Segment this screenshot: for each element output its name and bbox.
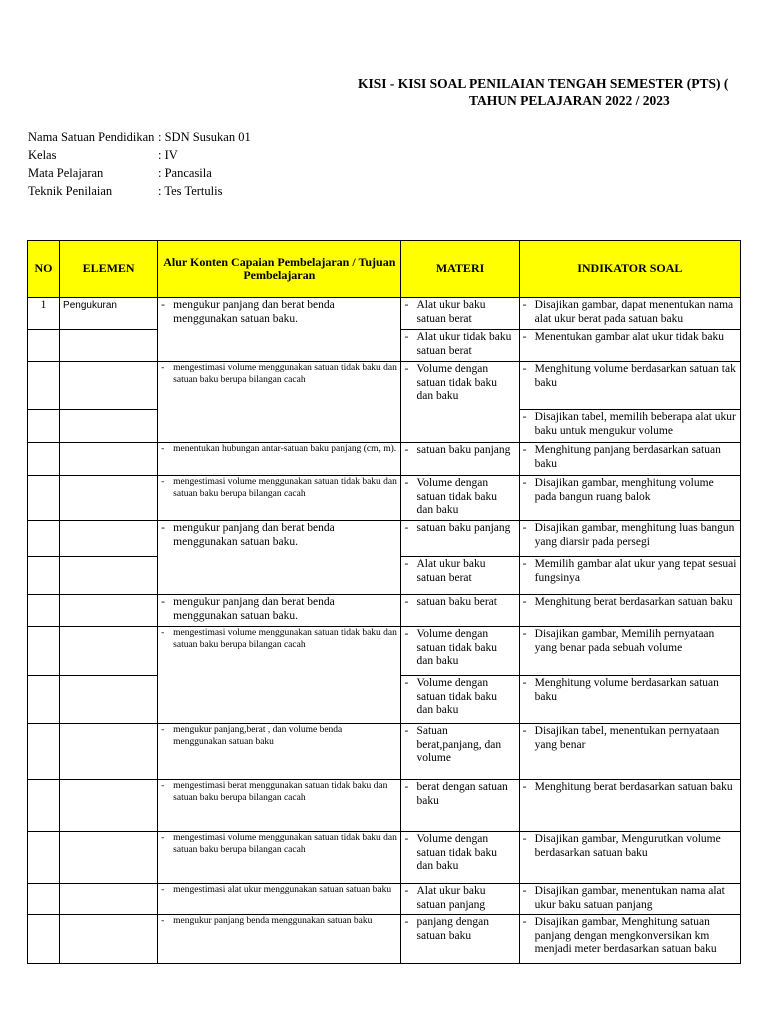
table-row <box>28 476 741 521</box>
cell-no <box>28 521 60 557</box>
cell-materi: - Volume dengan satuan tidak baku dan baku <box>401 832 519 884</box>
info-label: Teknik Penilaian <box>28 184 113 198</box>
cell-elemen <box>60 476 158 521</box>
cell-elemen <box>60 521 158 557</box>
cell-materi: - Alat ukur baku satuan berat <box>401 557 519 595</box>
cell-indikator: - Disajikan gambar, Memilih pernyataan yang benar pada sebuah volume <box>519 627 740 676</box>
cell-alur: - mengestimasi berat menggunakan satuan tidak baku dan satuan baku berupa bilangan cacah <box>158 780 401 832</box>
cell-no <box>28 780 60 832</box>
table-row <box>28 443 741 476</box>
info-label: Mata Pelajaran <box>28 166 104 180</box>
cell-elemen <box>60 915 158 964</box>
info-value: : Pancasila <box>158 166 212 180</box>
cell-indikator: - Disajikan gambar, menentukan nama alat ukur baku satuan panjang <box>519 884 740 915</box>
header-alur: Alur Konten Capaian Pembelajaran / Tujuan Pembelajaran <box>158 241 401 298</box>
cell-alur: - menentukan hubungan antar-satuan baku panjang (cm, m). <box>158 443 401 476</box>
cell-elemen <box>60 884 158 915</box>
cell-indikator: - Menghitung volume berdasarkan satuan tak baku <box>519 362 740 410</box>
cell-indikator: - Disajikan gambar, menghitung luas bangun yang diarsir pada persegi <box>519 521 740 557</box>
cell-no <box>28 476 60 521</box>
document-subtitle: TAHUN PELAJARAN 2022 / 2023 <box>469 93 670 108</box>
cell-materi: - Volume dengan satuan tidak baku dan baku <box>401 627 519 676</box>
cell-alur: - mengestimasi volume menggunakan satuan tidak baku dan satuan baku berupa bilangan cacah <box>158 362 401 443</box>
cell-alur: - mengestimasi volume menggunakan satuan tidak baku dan satuan baku berupa bilangan cacah <box>158 832 401 884</box>
cell-indikator: - Disajikan tabel, menentukan pernyataan yang benar <box>519 724 740 780</box>
cell-materi: - satuan baku berat <box>401 595 519 627</box>
cell-materi: - Volume dengan satuan tidak baku dan baku <box>401 362 519 443</box>
cell-alur: - mengukur panjang dan berat benda menggunakan satuan baku. <box>158 298 401 362</box>
cell-alur: - mengestimasi alat ukur menggunakan satuan satuan baku <box>158 884 401 915</box>
cell-no <box>28 915 60 964</box>
table-row <box>28 298 741 330</box>
info-label: Nama Satuan Pendidikan <box>28 130 155 144</box>
cell-no <box>28 676 60 724</box>
cell-no: 1 <box>28 298 60 330</box>
kisi-table <box>27 240 741 964</box>
cell-elemen <box>60 595 158 627</box>
cell-alur: - mengukur panjang,berat , dan volume benda menggunakan satuan baku <box>158 724 401 780</box>
cell-materi: - Alat ukur tidak baku satuan berat <box>401 330 519 362</box>
info-label: Kelas <box>28 148 57 162</box>
cell-no <box>28 410 60 443</box>
cell-no <box>28 627 60 676</box>
cell-indikator: - Menghitung berat berdasarkan satuan baku <box>519 595 740 627</box>
cell-elemen <box>60 443 158 476</box>
info-row <box>28 164 251 182</box>
cell-materi: - berat dengan satuan baku <box>401 780 519 832</box>
cell-indikator: - Menghitung berat berdasarkan satuan baku <box>519 780 740 832</box>
cell-indikator: - Disajikan tabel, memilih beberapa alat ukur baku untuk mengukur volume <box>519 410 740 443</box>
info-row <box>28 146 251 164</box>
header-materi: MATERI <box>401 241 519 298</box>
cell-materi: - Satuan berat,panjang, dan volume <box>401 724 519 780</box>
table-row <box>28 915 741 964</box>
cell-materi: - Volume dengan satuan tidak baku dan baku <box>401 476 519 521</box>
header-indikator: INDIKATOR SOAL <box>519 241 740 298</box>
header-no: NO <box>28 241 60 298</box>
cell-materi: - satuan baku panjang <box>401 443 519 476</box>
cell-no <box>28 595 60 627</box>
info-value: : Tes Tertulis <box>158 184 223 198</box>
cell-no <box>28 443 60 476</box>
cell-indikator: - Memilih gambar alat ukur yang tepat sesuai fungsinya <box>519 557 740 595</box>
cell-indikator: - Disajikan gambar, Menghitung satuan panjang dengan mengkonversikan km menjadi meter berdasarkan satuan baku <box>519 915 740 964</box>
cell-elemen <box>60 832 158 884</box>
cell-elemen <box>60 362 158 410</box>
info-value: : IV <box>158 148 178 162</box>
cell-materi: - Alat ukur baku satuan panjang <box>401 884 519 915</box>
cell-indikator: - Menghitung volume berdasarkan satuan baku <box>519 676 740 724</box>
table-row <box>28 595 741 627</box>
cell-indikator: - Disajikan gambar, Mengurutkan volume berdasarkan satuan baku <box>519 832 740 884</box>
info-value: : SDN Susukan 01 <box>158 130 251 144</box>
cell-indikator: - Disajikan gambar, dapat menentukan nama alat ukur berat pada satuan baku <box>519 298 740 330</box>
cell-elemen <box>60 410 158 443</box>
cell-alur: - mengestimasi volume menggunakan satuan tidak baku dan satuan baku berupa bilangan cacah <box>158 627 401 724</box>
table-row <box>28 884 741 915</box>
table-row <box>28 832 741 884</box>
cell-no <box>28 884 60 915</box>
info-row <box>28 128 251 146</box>
cell-elemen <box>60 724 158 780</box>
cell-elemen <box>60 557 158 595</box>
cell-materi: - Volume dengan satuan tidak baku dan baku <box>401 676 519 724</box>
document-title: KISI - KISI SOAL PENILAIAN TENGAH SEMESTER (PTS) ( <box>358 76 729 91</box>
cell-no <box>28 362 60 410</box>
cell-elemen: Pengukuran <box>60 298 158 330</box>
cell-materi: - panjang dengan satuan baku <box>401 915 519 964</box>
cell-alur: - mengukur panjang dan berat benda menggunakan satuan baku. <box>158 595 401 627</box>
cell-no <box>28 724 60 780</box>
cell-no <box>28 832 60 884</box>
cell-alur: - mengestimasi volume menggunakan satuan tidak baku dan satuan baku berupa bilangan cacah <box>158 476 401 521</box>
cell-elemen <box>60 330 158 362</box>
cell-indikator: - Disajikan gambar, menghitung volume pada bangun ruang balok <box>519 476 740 521</box>
cell-indikator: - Menghitung panjang berdasarkan satuan baku <box>519 443 740 476</box>
table-row <box>28 724 741 780</box>
cell-no <box>28 330 60 362</box>
identity-block <box>28 128 251 200</box>
cell-elemen <box>60 780 158 832</box>
cell-indikator: - Menentukan gambar alat ukur tidak baku <box>519 330 740 362</box>
table-row <box>28 627 741 676</box>
header-elemen: ELEMEN <box>60 241 158 298</box>
table-row <box>28 362 741 410</box>
cell-no <box>28 557 60 595</box>
cell-alur: - mengukur panjang benda menggunakan satuan baku <box>158 915 401 964</box>
cell-elemen <box>60 676 158 724</box>
table-header-row <box>28 241 741 298</box>
cell-materi: - satuan baku panjang <box>401 521 519 557</box>
cell-alur: - mengukur panjang dan berat benda menggunakan satuan baku. <box>158 521 401 595</box>
cell-elemen <box>60 627 158 676</box>
table-row <box>28 521 741 557</box>
cell-materi: - Alat ukur baku satuan berat <box>401 298 519 330</box>
info-row <box>28 182 251 200</box>
table-row <box>28 780 741 832</box>
